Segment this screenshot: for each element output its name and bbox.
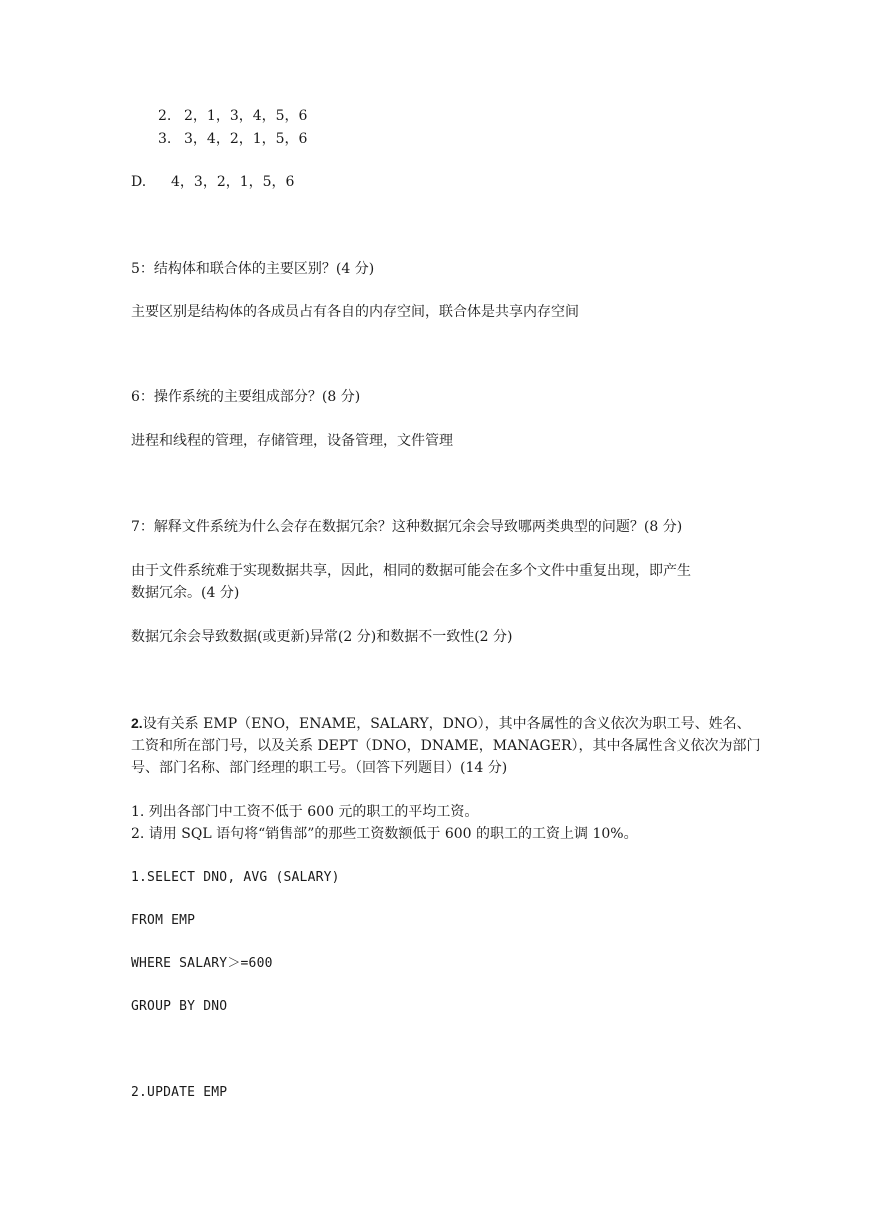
list-item: 2. 请用 SQL 语句将“销售部”的那些工资数额低于 600 的职工的工资上调 10%。 xyxy=(131,826,638,842)
section-text: 设有关系 EMP（ENO，ENAME，SALARY，DNO），其中各属性的含义依次为职工号、姓名、 xyxy=(142,716,751,732)
option-number: 2. xyxy=(158,108,172,124)
question-title: 5：结构体和联合体的主要区别？(4 分) xyxy=(131,261,375,277)
option-item xyxy=(158,130,307,148)
section-number: 2. xyxy=(131,715,143,731)
option-text: 3，4，2，1，5，6 xyxy=(184,131,308,147)
option-number: 3. xyxy=(158,131,172,147)
section-text: 号、部门名称、部门经理的职工号。（回答下列题目）(14 分) xyxy=(131,760,508,776)
question-answer: 数据冗余会导致数据(或更新)异常(2 分)和数据不一致性(2 分) xyxy=(131,629,513,645)
sql-line: FROM EMP xyxy=(131,913,196,928)
question-answer: 主要区别是结构体的各成员占有各自的内存空间，联合体是共享内存空间 xyxy=(131,304,579,320)
question-title: 6：操作系统的主要组成部分？(8 分) xyxy=(131,389,361,405)
sql-line: 1.SELECT DNO, AVG (SALARY) xyxy=(131,870,340,885)
option-text: 2，1，3，4，5，6 xyxy=(184,108,308,124)
question-answer: 进程和线程的管理，存储管理，设备管理，文件管理 xyxy=(131,433,453,449)
option-number: D. xyxy=(131,174,147,190)
sql-line: WHERE SALARY＞=600 xyxy=(131,956,273,971)
sql-line: GROUP BY DNO xyxy=(131,999,228,1014)
section-text: 工资和所在部门号，以及关系 DEPT（DNO，DNAME，MANAGER），其中各属性含义依次为部门 xyxy=(131,738,761,754)
sql-line: 2.UPDATE EMP xyxy=(131,1085,228,1100)
question-answer: 由于文件系统难于实现数据共享，因此，相同的数据可能会在多个文件中重复出现，即产生 xyxy=(131,563,691,579)
question-title: 7：解释文件系统为什么会存在数据冗余？这种数据冗余会导致哪两类典型的问题？(8 分) xyxy=(131,519,683,535)
section-heading xyxy=(131,714,751,733)
list-item: 1. 列出各部门中工资不低于 600 元的职工的平均工资。 xyxy=(131,804,479,820)
question-answer: 数据冗余。(4 分) xyxy=(131,585,240,601)
option-item xyxy=(158,107,307,125)
option-item xyxy=(131,173,294,191)
option-text: 4，3，2，1，5，6 xyxy=(171,174,295,190)
